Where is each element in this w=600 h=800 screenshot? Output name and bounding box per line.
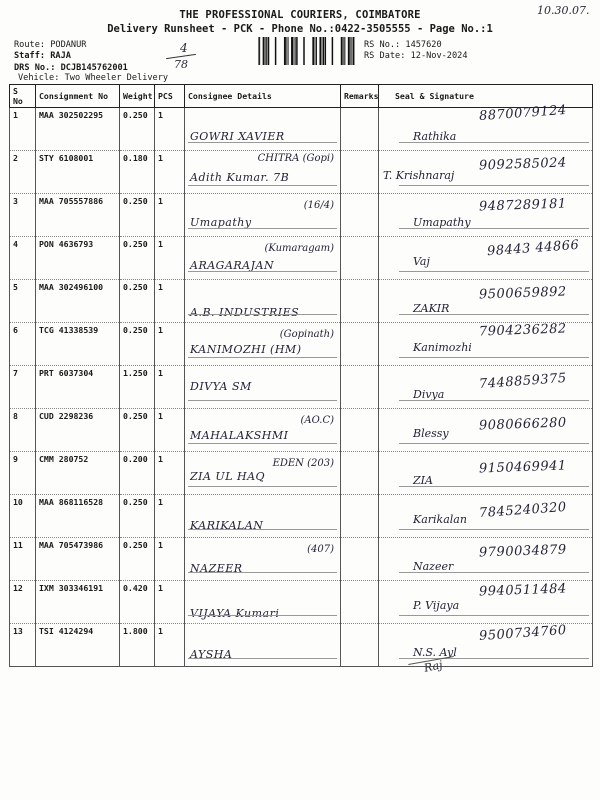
drs-value: DCJB145762001 <box>60 63 128 73</box>
recipient-signature: ZAKIR <box>413 302 450 315</box>
consignment-cell: TCG 41338539 <box>36 323 120 366</box>
barcode-bar <box>348 37 350 65</box>
remarks-cell <box>341 366 379 409</box>
consignee-name: VIJAYA Kumari <box>190 607 280 620</box>
barcode-bar <box>323 37 324 65</box>
recipient-signature: Kanimozhi <box>413 341 472 354</box>
sno-cell: 3 <box>10 194 36 237</box>
consignee-cell <box>185 280 341 323</box>
consignment-cell: STY 6108001 <box>36 151 120 194</box>
sno-cell: 8 <box>10 409 36 452</box>
consignment-cell: CMM 280752 <box>36 452 120 495</box>
weight-cell: 0.250 <box>120 538 155 581</box>
table-row <box>10 624 593 667</box>
remarks-cell <box>341 108 379 151</box>
col-consignee: Consignee Details <box>185 85 341 108</box>
table-row <box>10 581 593 624</box>
barcode-bar <box>332 37 334 65</box>
consignment-cell: MAA 705473986 <box>36 538 120 581</box>
consignee-underline <box>188 271 337 272</box>
consignment-cell: MAA 302502295 <box>36 108 120 151</box>
consignee-underline <box>188 357 337 358</box>
signature-cell <box>379 151 593 194</box>
rs-date-line: RS Date: 12-Nov-2024 <box>364 51 468 61</box>
signature-cell <box>379 538 593 581</box>
barcode-bar <box>295 37 296 65</box>
recipient-signature: ZIA <box>413 474 433 487</box>
barcode-bar <box>291 37 293 65</box>
pcs-cell: 1 <box>155 194 185 237</box>
signature-cell <box>379 102 593 151</box>
barcode-bar <box>303 37 305 65</box>
corner-time-note: 10.30.07. <box>537 4 590 17</box>
hw-fraction-top: 4 <box>180 41 188 55</box>
runsheet-table <box>9 84 593 667</box>
pcs-cell: 1 <box>155 237 185 280</box>
sno-cell: 7 <box>10 366 36 409</box>
drs-line: DRS No.: DCJB145762001 <box>14 63 128 73</box>
consignment-cell: MAA 705557886 <box>36 194 120 237</box>
consignee-underline <box>188 658 337 659</box>
weight-cell: 0.250 <box>120 237 155 280</box>
remarks-cell <box>341 323 379 366</box>
table-row <box>10 538 593 581</box>
consignee-name: ZIA UL HAQ <box>190 470 266 483</box>
barcode-bar <box>286 37 287 65</box>
signature-underline <box>399 443 589 444</box>
vehicle-line: Vehicle: Two Wheeler Delivery <box>18 73 169 83</box>
weight-cell: 0.250 <box>120 280 155 323</box>
remarks-cell <box>341 495 379 538</box>
consignee-underline <box>188 314 337 315</box>
barcode-bar <box>266 37 267 65</box>
consignee-underline <box>188 400 337 401</box>
consignee-note: EDEN (203) <box>272 458 334 469</box>
pcs-cell: 1 <box>155 495 185 538</box>
recipient-signature: Nazeer <box>413 560 454 573</box>
route-line: Route: PODANUR <box>14 40 87 50</box>
pcs-cell: 1 <box>155 581 185 624</box>
consignee-cell <box>185 194 341 237</box>
consignee-note: (407) <box>307 544 334 555</box>
table-row <box>10 194 593 237</box>
signature-underline <box>399 529 589 530</box>
col-weight: Weight <box>120 85 155 108</box>
recipient-signature: P. Vijaya <box>413 599 460 612</box>
barcode-bar <box>265 37 266 65</box>
barcode-bar <box>351 37 352 65</box>
staff-line: Staff: RAJA <box>14 51 71 61</box>
sno-cell: 12 <box>10 581 36 624</box>
recipient-signature: Umapathy <box>413 216 471 229</box>
signature-underline <box>399 658 589 659</box>
consignee-cell <box>185 452 341 495</box>
table-header-row <box>10 85 593 108</box>
consignee-note: CHITRA (Gopi) <box>257 153 334 164</box>
rs-no-value: 1457620 <box>405 40 442 50</box>
table-row <box>10 237 593 280</box>
consignee-name: NAZEER <box>190 562 243 575</box>
barcode-bar <box>319 37 321 65</box>
signature-cell <box>379 194 593 237</box>
pcs-cell: 1 <box>155 151 185 194</box>
remarks-cell <box>341 194 379 237</box>
signature-cell <box>379 323 593 366</box>
signature-cell <box>379 280 593 323</box>
signature-cell <box>379 581 593 624</box>
weight-cell: 0.180 <box>120 151 155 194</box>
sno-cell: 2 <box>10 151 36 194</box>
consignee-cell <box>185 581 341 624</box>
col-remarks: Remarks <box>341 85 379 108</box>
recipient-phone: 7448859375 <box>478 370 568 393</box>
consignee-cell <box>185 151 341 194</box>
weight-cell: 0.250 <box>120 194 155 237</box>
consignment-cell: IXM 303346191 <box>36 581 120 624</box>
pcs-cell: 1 <box>155 108 185 151</box>
weight-cell: 0.250 <box>120 409 155 452</box>
signature-underline <box>399 615 589 616</box>
sno-cell: 11 <box>10 538 36 581</box>
consignee-name: MAHALAKSHMI <box>190 429 289 442</box>
staff-value: RAJA <box>50 51 71 61</box>
consignee-cell <box>185 495 341 538</box>
signature-underline <box>399 228 589 229</box>
signature-underline <box>399 271 589 272</box>
table-row <box>10 452 593 495</box>
barcode-bar <box>312 37 314 65</box>
barcode-bar <box>263 37 265 65</box>
consignee-note: (Kumaragam) <box>264 243 334 254</box>
pcs-cell: 1 <box>155 538 185 581</box>
weight-cell: 1.250 <box>120 366 155 409</box>
recipient-phone: 7845240320 <box>478 499 568 522</box>
consignee-cell <box>185 409 341 452</box>
footer-signature: Raj <box>422 658 444 675</box>
recipient-signature: Blessy <box>413 427 449 440</box>
barcode-bar <box>316 37 317 65</box>
consignee-name: KARIKALAN <box>190 519 264 532</box>
signature-underline <box>399 314 589 315</box>
consignee-name: Umapathy <box>190 216 252 229</box>
consignment-cell: MAA 302496100 <box>36 280 120 323</box>
barcode-bar <box>344 37 345 65</box>
recipient-phone: 9150469941 <box>478 458 567 477</box>
recipient-phone: 9500734760 <box>478 622 568 645</box>
signature-underline <box>399 400 589 401</box>
consignment-cell: PRT 6037304 <box>36 366 120 409</box>
consignee-name: Adith Kumar. 7B <box>190 171 290 184</box>
barcode-bar <box>350 37 351 65</box>
route-value: PODANUR <box>50 40 87 50</box>
barcode-bar <box>341 37 343 65</box>
weight-cell: 0.250 <box>120 495 155 538</box>
remarks-cell <box>341 581 379 624</box>
recipient-signature: Vaj <box>413 255 430 268</box>
sno-cell: 9 <box>10 452 36 495</box>
signature-cell <box>379 237 593 280</box>
remarks-cell <box>341 151 379 194</box>
remarks-cell <box>341 280 379 323</box>
consignee-underline <box>188 529 337 530</box>
consignment-cell: PON 4636793 <box>36 237 120 280</box>
recipient-signature: Rathika <box>413 130 457 143</box>
consignee-cell <box>185 237 341 280</box>
table-row <box>10 280 593 323</box>
company-title: THE PROFESSIONAL COURIERS, COIMBATORE <box>179 9 421 21</box>
consignee-underline <box>188 572 337 573</box>
rs-date-value: 12-Nov-2024 <box>410 51 468 61</box>
consignee-note: (16/4) <box>303 200 334 211</box>
signature-underline <box>399 185 589 186</box>
recipient-phone: 9500659892 <box>478 284 567 303</box>
consignee-underline <box>188 443 337 444</box>
table-row <box>10 108 593 151</box>
sno-cell: 13 <box>10 624 36 667</box>
sno-cell: 1 <box>10 108 36 151</box>
recipient-phone: 8870079124 <box>478 102 568 125</box>
recipient-phone: 7904236282 <box>478 321 567 340</box>
consignee-name: AYSHA <box>190 648 233 661</box>
signature-cell <box>379 624 593 667</box>
barcode-bar <box>259 37 260 65</box>
pcs-cell: 1 <box>155 323 185 366</box>
barcode-bar <box>353 37 355 65</box>
remarks-cell <box>341 237 379 280</box>
pcs-cell: 1 <box>155 409 185 452</box>
vehicle-value: Two Wheeler Delivery <box>64 73 169 83</box>
signature-underline <box>399 357 589 358</box>
consignee-underline <box>188 615 337 616</box>
pcs-cell: 1 <box>155 366 185 409</box>
remarks-cell <box>341 409 379 452</box>
rs-no-line: RS No.: 1457620 <box>364 40 442 50</box>
consignee-underline <box>188 185 337 186</box>
consignment-cell: MAA 868116528 <box>36 495 120 538</box>
recipient-phone: 98443 44866 <box>486 237 580 260</box>
consignee-cell <box>185 108 341 151</box>
barcode-bar <box>343 37 344 65</box>
recipient-signature: Divya <box>413 388 445 401</box>
recipient-phone: 9790034879 <box>478 542 567 561</box>
pcs-cell: 1 <box>155 452 185 495</box>
table-row <box>10 495 593 538</box>
weight-cell: 1.800 <box>120 624 155 667</box>
consignee-underline <box>188 486 337 487</box>
signature-underline <box>399 486 589 487</box>
signature-cell <box>379 495 593 538</box>
table-row <box>10 323 593 366</box>
recipient-phone: 9940511484 <box>478 581 567 600</box>
barcode <box>258 37 358 65</box>
table-row <box>10 409 593 452</box>
recipient-signature: T. Krishnaraj <box>383 169 455 182</box>
col-signature: Seal & Signature <box>379 85 593 108</box>
remarks-cell <box>341 452 379 495</box>
consignee-cell <box>185 366 341 409</box>
consignee-underline <box>188 228 337 229</box>
consignment-cell: TSI 4124294 <box>36 624 120 667</box>
col-pcs: PCS <box>155 85 185 108</box>
runsheet-subtitle: Delivery Runsheet - PCK - Phone No.:0422-3505555 - Page No.:1 <box>107 23 493 35</box>
remarks-cell <box>341 624 379 667</box>
signature-cell <box>379 452 593 495</box>
consignee-cell <box>185 538 341 581</box>
signature-underline <box>399 142 589 143</box>
recipient-phone: 9487289181 <box>478 196 567 215</box>
recipient-phone: 9092585024 <box>478 155 567 174</box>
consignee-name: A.B. INDUSTRIES <box>190 306 300 319</box>
weight-cell: 0.420 <box>120 581 155 624</box>
barcode-bar <box>296 37 298 65</box>
sno-cell: 10 <box>10 495 36 538</box>
sno-cell: 5 <box>10 280 36 323</box>
consignee-name: ARAGARAJAN <box>190 259 275 272</box>
signature-cell <box>379 366 593 409</box>
weight-cell: 0.250 <box>120 323 155 366</box>
weight-cell: 0.200 <box>120 452 155 495</box>
pcs-cell: 1 <box>155 624 185 667</box>
table-row <box>10 366 593 409</box>
barcode-bar <box>275 37 277 65</box>
signature-cell <box>379 409 593 452</box>
recipient-signature: Karikalan <box>413 513 467 526</box>
consignee-name: DIVYA SM <box>190 380 252 393</box>
barcode-bar <box>315 37 316 65</box>
consignee-cell <box>185 323 341 366</box>
consignment-cell: CUD 2298236 <box>36 409 120 452</box>
barcode-bar <box>258 37 259 65</box>
table-row <box>10 151 593 194</box>
consignee-cell <box>185 624 341 667</box>
hw-fraction-bottom: 78 <box>174 58 188 71</box>
recipient-phone: 9080666280 <box>478 415 567 434</box>
col-consignment: Consignment No <box>36 85 120 108</box>
weight-cell: 0.250 <box>120 108 155 151</box>
signature-underline <box>399 572 589 573</box>
barcode-bar <box>284 37 286 65</box>
consignee-note: (Gopinath) <box>279 329 334 340</box>
remarks-cell <box>341 538 379 581</box>
barcode-bar <box>288 37 289 65</box>
sno-cell: 6 <box>10 323 36 366</box>
col-sno: S No <box>10 85 36 108</box>
recipient-signature: N.S. Ayl <box>413 646 457 659</box>
barcode-bar <box>325 37 327 65</box>
pcs-cell: 1 <box>155 280 185 323</box>
consignee-name: GOWRI XAVIER <box>190 130 285 143</box>
consignee-underline <box>188 142 337 143</box>
sno-cell: 4 <box>10 237 36 280</box>
barcode-bar <box>294 37 295 65</box>
barcode-bar <box>322 37 323 65</box>
barcode-bar <box>268 37 270 65</box>
consignee-name: KANIMOZHI (HM) <box>190 343 302 356</box>
consignee-note: (AO.C) <box>300 415 334 426</box>
